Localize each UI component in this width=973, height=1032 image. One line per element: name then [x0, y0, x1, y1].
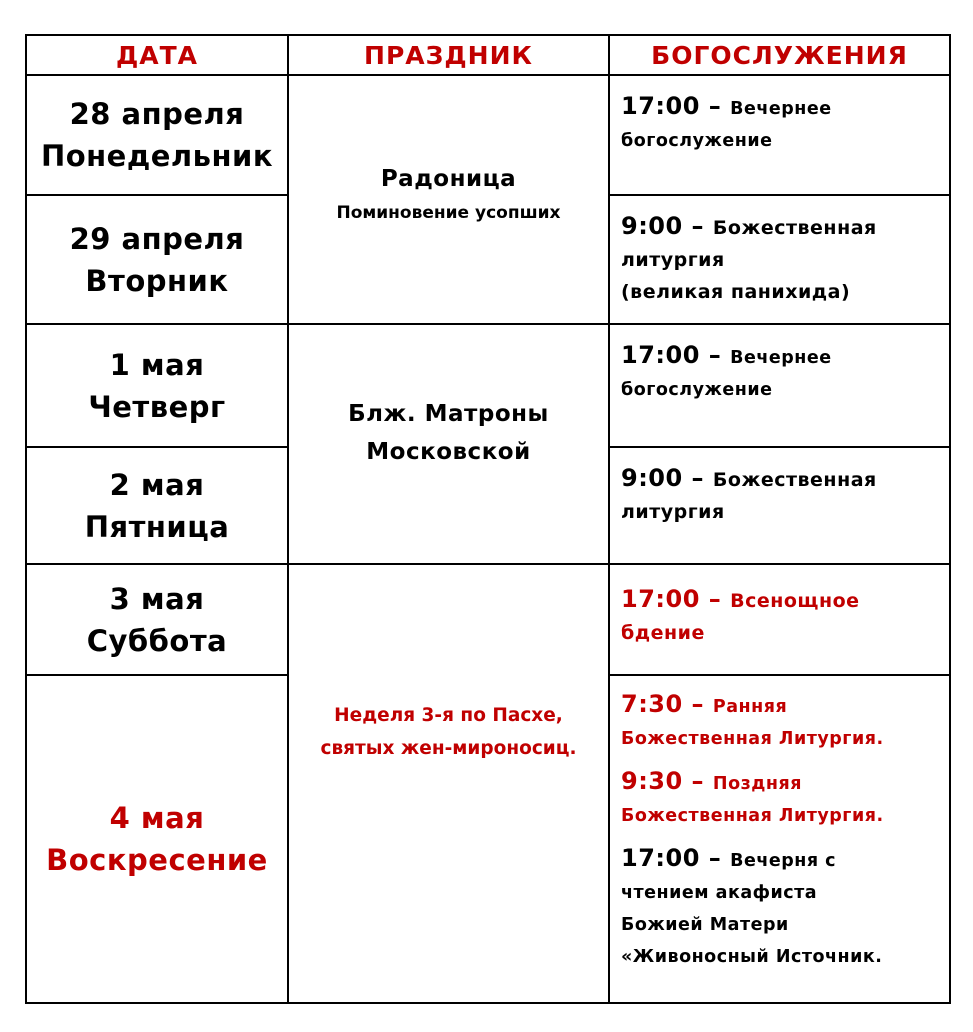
service-time: 17:00: [621, 844, 700, 872]
date-text: 28 апреля: [69, 97, 245, 131]
date-cell: [26, 675, 288, 1003]
service-cell: [609, 324, 950, 447]
service-time: 17:00: [621, 341, 700, 369]
service-desc: Вечернее: [730, 99, 832, 119]
service-dash: –: [699, 341, 731, 369]
service-desc: Вечернее: [730, 348, 832, 368]
service-time: 17:00: [621, 92, 700, 120]
table-row: [26, 324, 950, 447]
service-dash: –: [682, 212, 713, 240]
date-cell: [26, 564, 288, 675]
service-time: 17:00: [621, 585, 700, 613]
date-text: 1 мая: [109, 347, 205, 382]
service-desc-line: богослужение: [621, 131, 773, 151]
service-desc: Божественная: [712, 217, 877, 239]
service-desc: Поздняя: [712, 774, 802, 794]
service-cell: [609, 195, 950, 324]
service-desc-line: чтением акафиста: [621, 883, 818, 903]
service-entry: [621, 842, 941, 973]
service-entry: [621, 765, 941, 832]
service-dash: –: [699, 585, 731, 613]
service-dash: –: [699, 92, 731, 120]
date-cell: [26, 195, 288, 324]
weekday-text: Четверг: [88, 389, 226, 424]
weekday-text: Вторник: [85, 263, 229, 298]
service-desc-line: богослужение: [621, 380, 773, 400]
service-cell: [609, 564, 950, 675]
header-row: [26, 35, 950, 75]
holiday-line2: святых жен-мироносиц.: [320, 738, 577, 759]
date-text: 4 мая: [109, 801, 205, 835]
table-row: [26, 564, 950, 675]
date-cell: [26, 75, 288, 195]
date-cell: [26, 324, 288, 447]
service-desc-line: «Живоносный Источник.: [621, 947, 883, 967]
service-cell: [609, 447, 950, 564]
service-desc-line: литургия: [621, 249, 725, 271]
holiday-cell: [288, 564, 609, 1003]
weekday-text: Воскресение: [46, 843, 268, 877]
table-row: [26, 75, 950, 195]
service-dash: –: [699, 844, 731, 872]
service-cell: [609, 675, 950, 1003]
service-desc: Ранняя: [712, 697, 788, 717]
holiday-cell: [288, 324, 609, 564]
date-text: 29 апреля: [69, 221, 245, 256]
holiday-title-line1: Блж. Матроны: [348, 401, 549, 427]
service-dash: –: [682, 464, 713, 492]
service-desc: Всенощное: [730, 590, 860, 612]
service-desc-line: литургия: [621, 501, 725, 523]
service-time: 9:30: [621, 767, 683, 795]
schedule-table: [25, 34, 951, 1004]
weekday-text: Суббота: [86, 623, 228, 658]
service-desc-line: Божественная Литургия.: [621, 729, 884, 749]
service-dash: –: [682, 690, 713, 718]
date-text: 2 мая: [109, 467, 205, 502]
holiday-subtitle: Поминовение усопших: [336, 203, 561, 223]
header-holiday: ПРАЗДНИК: [288, 35, 609, 75]
holiday-title-line2: Московской: [366, 439, 531, 465]
weekday-text: Понедельник: [40, 139, 274, 173]
header-date: ДАТА: [26, 35, 288, 75]
service-desc: Вечерня с: [730, 851, 837, 871]
holiday-line1: Неделя 3-я по Пасхе,: [334, 705, 563, 726]
date-cell: [26, 447, 288, 564]
service-time: 9:00: [621, 212, 683, 240]
service-dash: –: [682, 767, 713, 795]
service-desc-line: (великая панихида): [621, 281, 851, 303]
weekday-text: Пятница: [84, 509, 230, 544]
service-time: 9:00: [621, 464, 683, 492]
service-desc-line: бдение: [621, 622, 705, 644]
holiday-title: Радоница: [380, 166, 517, 192]
service-desc: Божественная: [712, 469, 877, 491]
service-desc-line: Божией Матери: [621, 915, 789, 935]
holiday-cell: [288, 75, 609, 324]
service-time: 7:30: [621, 690, 683, 718]
header-services: БОГОСЛУЖЕНИЯ: [609, 35, 950, 75]
service-entry: [621, 688, 941, 755]
service-cell: [609, 75, 950, 195]
service-desc-line: Божественная Литургия.: [621, 806, 884, 826]
date-text: 3 мая: [109, 581, 205, 616]
